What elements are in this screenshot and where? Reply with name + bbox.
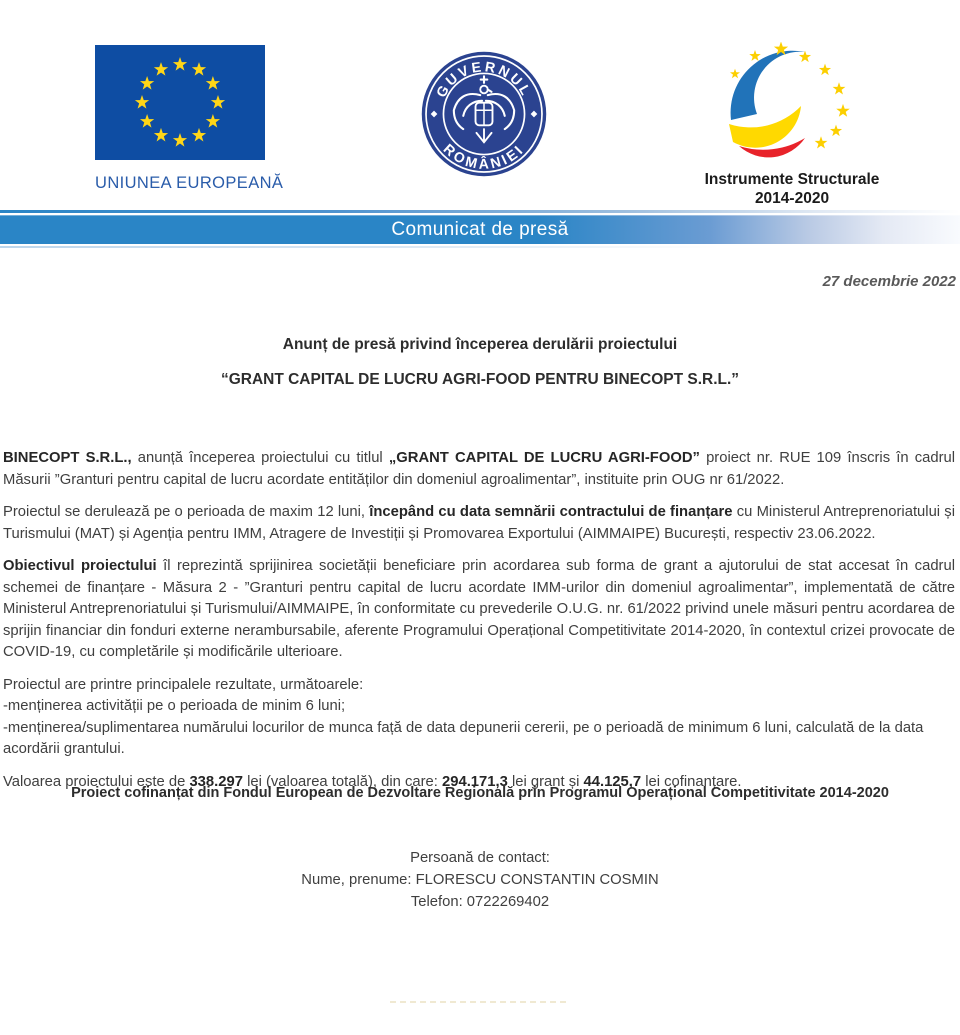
structural-instruments-logo	[693, 42, 905, 208]
document-body	[3, 448, 955, 804]
structural-swoosh-icon	[693, 42, 905, 160]
date-line: 27 decembrie 2022	[822, 273, 956, 290]
press-release-banner	[0, 215, 960, 244]
contact-block	[0, 847, 960, 913]
banner-bottom-rule	[0, 246, 960, 248]
structural-label-line1: Instrumente Structurale	[704, 171, 880, 188]
document-title	[0, 336, 960, 389]
logos-header	[0, 0, 960, 210]
paragraph-project-duration: Proiectul se derulează pe o perioada de maxim 12 luni, începând cu data semnării contractului de finanțare cu Ministerul Antreprenoriatului și Turismului (MAT) și Agenția pentru IMM, Atragere de Investiții și Promovarea Exportului (AIMMAIPE) București, respectiv 23.06.2022.	[3, 504, 955, 542]
banner-title: Comunicat de presă	[391, 219, 569, 240]
gov-seal-bottom-text: ROMÂNIEI	[440, 140, 528, 172]
eu-logo	[95, 45, 284, 193]
gov-logo	[418, 48, 550, 180]
gov-seal-top-text: GUVERNUL	[432, 58, 536, 101]
paragraph-project-announcement: BINECOPT S.R.L., anunță începerea proiectului cu titlul „GRANT CAPITAL DE LUCRU AGRI-FOOD” proiect nr. RUE 109 înscris în cadrul Măsurii ”Granturi pentru capital de lucru acordate entităților din domeniul agroalimentar”, instituite prin OUG nr 61/2022.	[3, 450, 956, 488]
gov-seal-icon	[418, 48, 550, 180]
paragraph-project-results: Proiectul are printre principalele rezultate, următoarele: -menținerea activității pe o perioada de minim 6 luni; -menținerea/suplimentarea numărului locurilor de munca față de data depunerii cererii, pe o perioadă de minimum 6 luni, calculată de la data acordării grantului.	[3, 676, 924, 757]
eu-label: UNIUNEA EUROPEANĂ	[95, 174, 284, 192]
structural-label-line2: 2014-2020	[754, 190, 830, 207]
paragraph-project-value: Valoarea proiectului este de 338.297 lei (valoarea totală), din care: 294.171,3 lei grant și 44.125,7 lei cofinanțare.	[3, 773, 742, 790]
press-title-line1: Anunț de presă privind începerea derulării proiectului	[282, 336, 678, 353]
cofinance-line: Proiect cofinanțat din Fondul European de Dezvoltare Regională prin Programul Operațional Competitivitate 2014-2020	[71, 785, 889, 801]
eu-flag-icon	[95, 45, 265, 160]
contact-name: Nume, prenume: FLORESCU CONSTANTIN COSMIN	[301, 872, 659, 888]
page-break-dashes	[390, 1001, 566, 1003]
contact-phone: Telefon: 0722269402	[410, 894, 550, 910]
paragraph-project-objective: Obiectivul proiectului îl reprezintă sprijinirea societății beneficiare prin acordarea sub forma de grant a ajutorului de stat accesat în cadrul schemei de finanțare - Măsura 2 - ”Granturi pentru capital de lucru acordate IMM-urilor din domeniul agroalimentar”, implementată de către Ministerul Antreprenoriatului și Turismului/AIMMAIPE, în conformitate cu prevederile O.U.G. nr. 61/2022 privind unele măsuri pentru acordarea de sprijin financiar din fonduri externe nerambursabile, aferente Programului Operațional Competitivitate 2014-2020, în contextul crizei provocate de COVID-19, cu completările și modificările ulterioare.	[3, 558, 955, 660]
banner-top-rule	[0, 210, 960, 213]
contact-heading: Persoană de contact:	[410, 850, 550, 866]
swoosh-blue	[731, 51, 805, 120]
press-title-line2: “GRANT CAPITAL DE LUCRU AGRI-FOOD PENTRU BINECOPT S.R.L.”	[220, 371, 740, 388]
